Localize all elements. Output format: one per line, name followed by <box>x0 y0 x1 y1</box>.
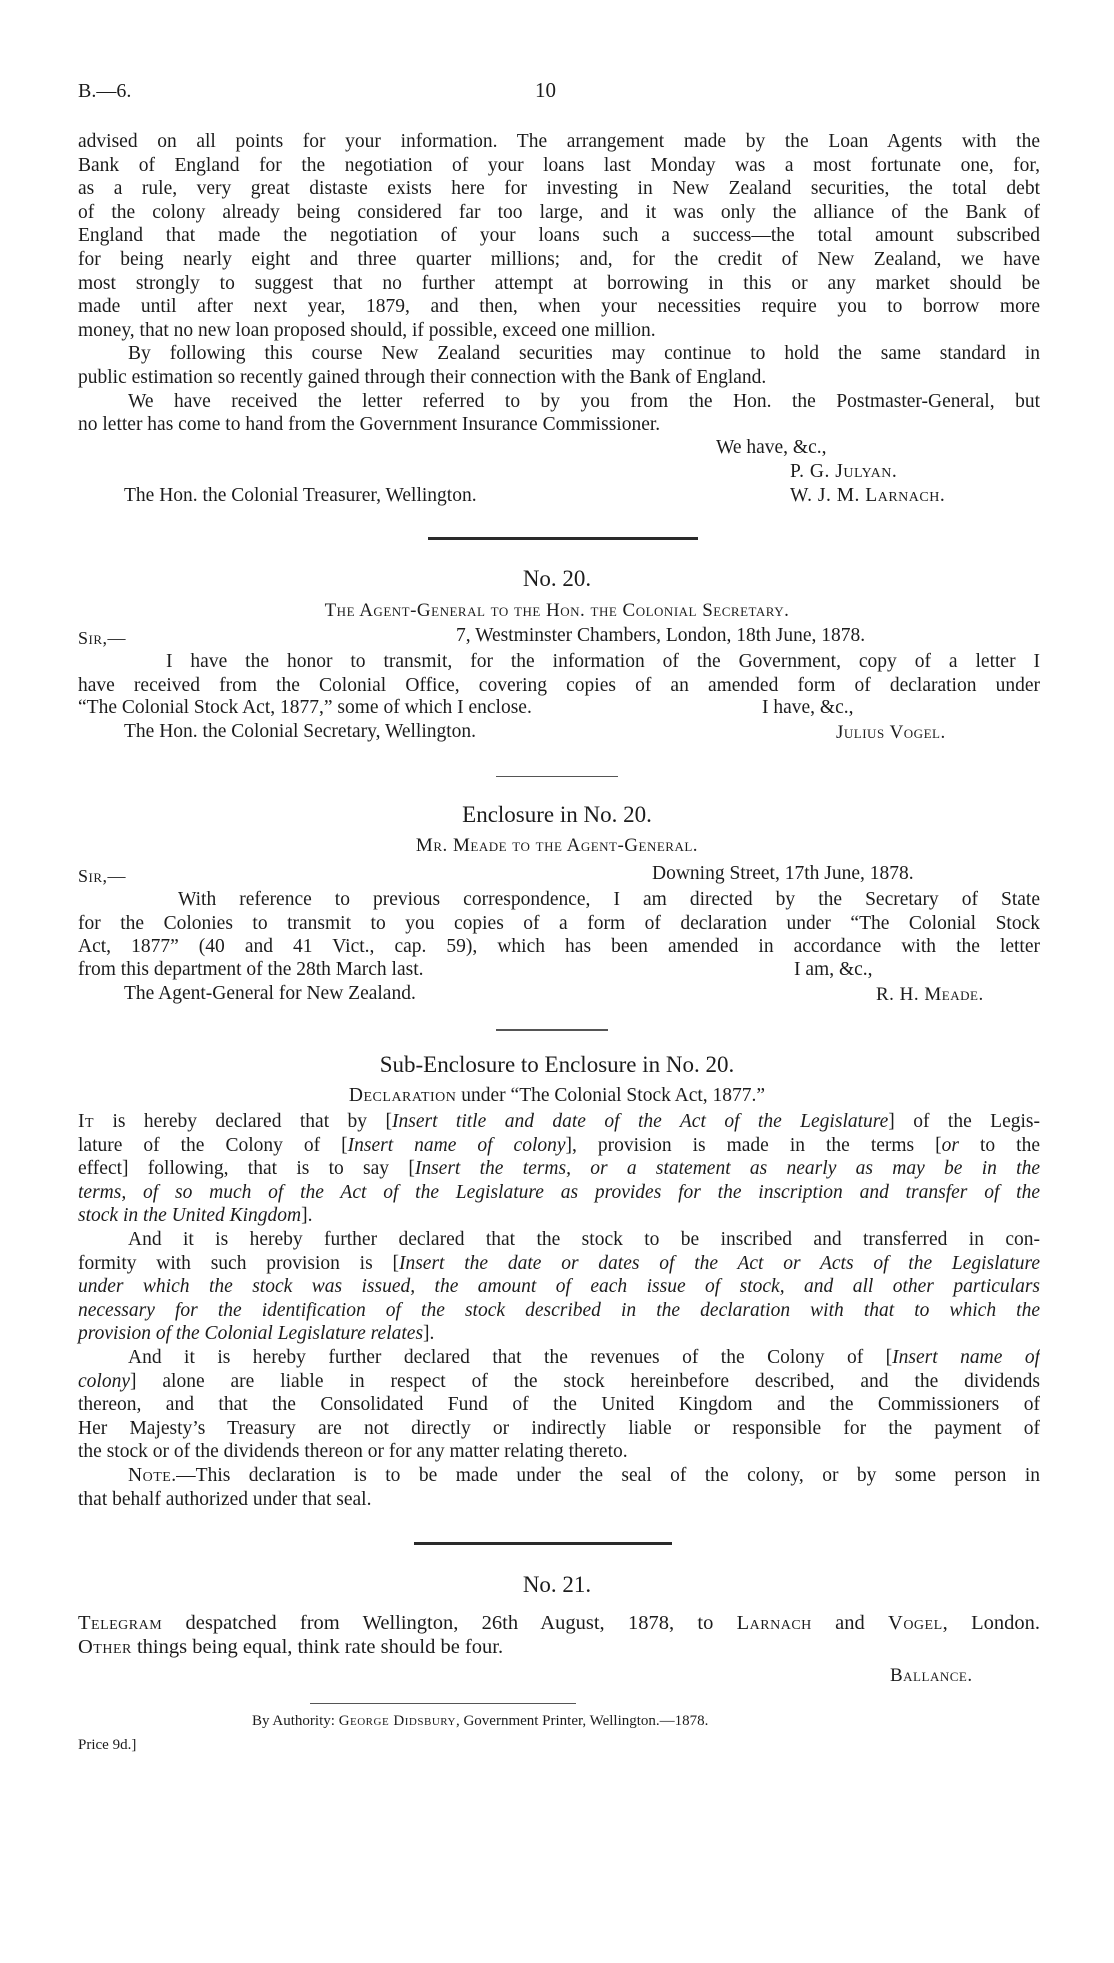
letter-para1-line: as a rule, very great distaste exists here for investing in New Zealand securities, the total debt <box>78 178 1040 200</box>
telegram-line <box>78 1636 1040 1660</box>
text-segment: formity with such provision is [ <box>78 1252 399 1274</box>
text-line <box>78 1134 1040 1158</box>
footer-printer: George Didsbury <box>338 1713 456 1729</box>
enc20-body <box>78 888 1040 959</box>
text-segment: that behalf authorized under that seal. <box>78 1488 372 1510</box>
text-segment: or <box>941 1134 959 1156</box>
text-segment: things being equal, think rate should be four. <box>131 1636 504 1658</box>
text-segment: Other <box>78 1636 132 1658</box>
text-line <box>78 1464 1040 1488</box>
text-line <box>78 1440 1040 1464</box>
text-segment: thereon, and that the Consolidated Fund of the United Kingdom and the Commissioners of <box>78 1394 1040 1416</box>
text-segment: effect] following, that is to say [ <box>78 1158 415 1180</box>
text-segment: lature of the Colony of [ <box>78 1134 348 1156</box>
letter-para2-line: By following this course New Zealand securities may continue to hold the same standard in <box>128 343 1040 365</box>
footer-authority-rest: , Government Printer, Wellington.—1878. <box>455 1713 709 1729</box>
text-segment: .—This declaration is to be made under the seal of the colony, or by some person in <box>171 1464 1040 1486</box>
text-segment: Insert name of <box>892 1346 1040 1368</box>
no20-subheading: The Agent-General to the Hon. the Colonial Secretary. <box>324 600 790 621</box>
no20-body-line: I have the honor to transmit, for the information of the Government, copy of a letter I <box>166 651 1040 672</box>
text-segment: is hereby declared that by [ <box>94 1111 392 1132</box>
letter-para3-line: We have received the letter referred to by you from the Hon. the Postmaster-General, but <box>128 390 1040 412</box>
text-segment: to the <box>958 1134 1040 1156</box>
subenc20-subheading-rest: under “The Colonial Stock Act, 1877.” <box>461 1085 766 1106</box>
text-segment: ]. <box>301 1205 313 1227</box>
text-segment: Insert the date or dates of the Act or Acts of the Legislature <box>398 1252 1040 1274</box>
subenc20-subheading-sc: Declaration <box>348 1085 457 1106</box>
text-line <box>78 1346 1040 1370</box>
text-segment: Telegram <box>78 1612 163 1634</box>
text-segment: Her Majesty’s Treasury are not directly or indirectly liable or responsible for the payment of <box>78 1417 1040 1439</box>
subenc20-para2 <box>78 1228 1040 1346</box>
letter-para1-line: money, that no new loan proposed should, if possible, exceed one million. <box>78 319 656 341</box>
text-segment: Note <box>128 1464 172 1486</box>
subenc20-para4 <box>78 1464 1040 1511</box>
letter-continuation <box>78 130 1040 437</box>
text-line <box>78 1370 1040 1394</box>
enc20-heading: Enclosure in No. 20. <box>462 802 652 827</box>
text-segment: colony <box>78 1370 130 1392</box>
letter-para1 <box>78 130 1040 342</box>
enc20-closing: I am, &c., <box>794 959 873 980</box>
no20-closing: I have, &c., <box>762 697 854 718</box>
no20-body <box>78 650 1040 697</box>
text-line <box>78 1275 1040 1299</box>
enc20-body-line: With reference to previous correspondence, I am directed by the Secretary of State <box>178 889 1040 910</box>
text-segment: despatched from Wellington, 26th August, 1878, to <box>162 1612 737 1634</box>
enc20-dateline: Downing Street, 17th June, 1878. <box>652 863 914 884</box>
text-segment: stock in the United Kingdom <box>78 1205 302 1227</box>
letter-para1-line: of the colony already being considered far too large, and it was only the alliance of the Bank of <box>78 201 1040 223</box>
enc20-addressee: The Agent-General for New Zealand. <box>124 983 416 1004</box>
no21-signature: Ballance. <box>890 1665 973 1686</box>
enc20-body-line: for the Colonies to transmit to you copies of a form of declaration under “The Colonial Stock <box>78 912 1040 934</box>
text-line <box>78 1228 1040 1252</box>
text-segment: Insert title and date of the Act of the Legislature <box>392 1111 889 1132</box>
text-line <box>78 1299 1040 1323</box>
text-line <box>78 1181 1040 1205</box>
no21-body <box>78 1610 1040 1660</box>
letter-para1-line: most strongly to suggest that no further attempt at borrowing in this or any market should be <box>78 272 1040 294</box>
text-segment: And it is hereby further declared that the revenues of the Colony of [ <box>128 1346 893 1368</box>
text-segment: under which the stock was issued, the amount of each issue of stock, and all other particulars <box>78 1276 1040 1298</box>
enc20-subheading: Mr. Meade to the Agent-General. <box>415 835 699 856</box>
text-line <box>78 1488 1040 1512</box>
text-line <box>78 1252 1040 1276</box>
text-segment: ], provision is made in the terms [ <box>565 1134 942 1156</box>
document-reference: B.—6. <box>78 80 132 102</box>
no20-dateline: 7, Westminster Chambers, London, 18th June, 1878. <box>456 625 866 646</box>
enc20-body-line: Act, 1877” (40 and 41 Vict., cap. 59), which has been amended in accordance with the letter <box>78 936 1040 958</box>
no20-heading: No. 20. <box>522 566 592 591</box>
no20-signature: Julius Vogel. <box>836 722 946 743</box>
subenc20-heading: Sub-Enclosure to Enclosure in No. 20. <box>379 1052 735 1077</box>
subenc20-para3 <box>78 1346 1040 1464</box>
footer-rule <box>310 1703 576 1704</box>
text-line <box>78 1110 1040 1134</box>
text-segment: the stock or of the dividends thereon or for any matter relating thereto. <box>78 1441 628 1463</box>
no20-body-line: have received from the Colonial Office, covering copies of an amended form of declaration under <box>78 674 1040 696</box>
text-segment: ] of the Legis- <box>888 1111 1040 1132</box>
text-segment: Larnach <box>736 1612 812 1634</box>
section-divider <box>414 1542 672 1545</box>
section-divider <box>428 537 698 540</box>
letter-para3-line: no letter has come to hand from the Government Insurance Commissioner. <box>78 414 661 436</box>
text-line <box>78 1393 1040 1417</box>
text-segment: And it is hereby further declared that the stock to be inscribed and transferred in con- <box>128 1228 1040 1250</box>
subenc20-para1 <box>78 1110 1040 1228</box>
letter-para1-line: England that made the negotiation of your loans such a success—the total amount subscribed <box>78 225 1040 247</box>
footer-price: Price 9d.] <box>78 1737 137 1753</box>
no20-last-line: “The Colonial Stock Act, 1877,” some of which I enclose. <box>78 697 532 718</box>
letter-para1-line: for being nearly eight and three quarter millions; and, for the credit of New Zealand, we have <box>78 248 1040 270</box>
text-line <box>78 1322 1040 1346</box>
letter-addressee: The Hon. the Colonial Treasurer, Wellington. <box>124 485 477 506</box>
no20-salutation: Sir,— <box>78 628 127 648</box>
letter-para1-line: made until after next year, 1879, and then, when your necessities require you to borrow more <box>78 296 1040 318</box>
letter-para1-line: advised on all points for your information. The arrangement made by the Loan Agents with the <box>78 131 1040 152</box>
text-segment: , London. <box>942 1612 1040 1634</box>
enc20-last-line: from this department of the 28th March last. <box>78 959 424 980</box>
page-number: 10 <box>535 78 556 102</box>
no21-heading: No. 21. <box>522 1572 592 1597</box>
enc20-salutation: Sir,— <box>78 866 127 886</box>
section-divider <box>496 776 618 777</box>
text-segment: It <box>78 1111 95 1132</box>
text-segment: necessary for the identification of the stock described in the declaration with that to which the <box>78 1299 1040 1321</box>
text-line <box>78 1417 1040 1441</box>
text-segment: provision of the Colonial Legislature relates <box>78 1323 424 1345</box>
section-divider <box>496 1029 608 1031</box>
letter-closing: We have, &c., <box>716 437 827 458</box>
text-segment: ] alone are liable in respect of the stock hereinbefore described, and the dividends <box>129 1370 1040 1392</box>
text-segment: Insert the terms, or a statement as nearly as may be in the <box>414 1158 1040 1180</box>
telegram-line <box>78 1610 1040 1636</box>
text-segment: Insert name of colony <box>347 1134 566 1156</box>
text-segment: Vogel <box>888 1612 943 1634</box>
footer-authority <box>252 1713 708 1730</box>
letter-para1-line: Bank of England for the negotiation of your loans last Monday was a most fortunate one, for, <box>78 154 1040 176</box>
footer-authority-prefix: By Authority: <box>252 1713 339 1729</box>
letter-para2-line: public estimation so recently gained through their connection with the Bank of England. <box>78 366 767 388</box>
no20-addressee: The Hon. the Colonial Secretary, Wellington. <box>124 721 477 742</box>
signature-julyan: P. G. Julyan. <box>790 461 898 482</box>
signature-larnach: W. J. M. Larnach. <box>790 485 946 506</box>
subenc20-body <box>78 1110 1040 1511</box>
text-segment: terms, of so much of the Act of the Legislature as provides for the inscription and transfer of the <box>78 1181 1040 1203</box>
text-line <box>78 1204 1040 1228</box>
text-line <box>78 1157 1040 1181</box>
enc20-signature: R. H. Meade. <box>876 984 984 1005</box>
subenc20-subheading <box>0 1085 1114 1107</box>
text-segment: and <box>811 1612 889 1634</box>
text-segment: ]. <box>423 1323 435 1345</box>
